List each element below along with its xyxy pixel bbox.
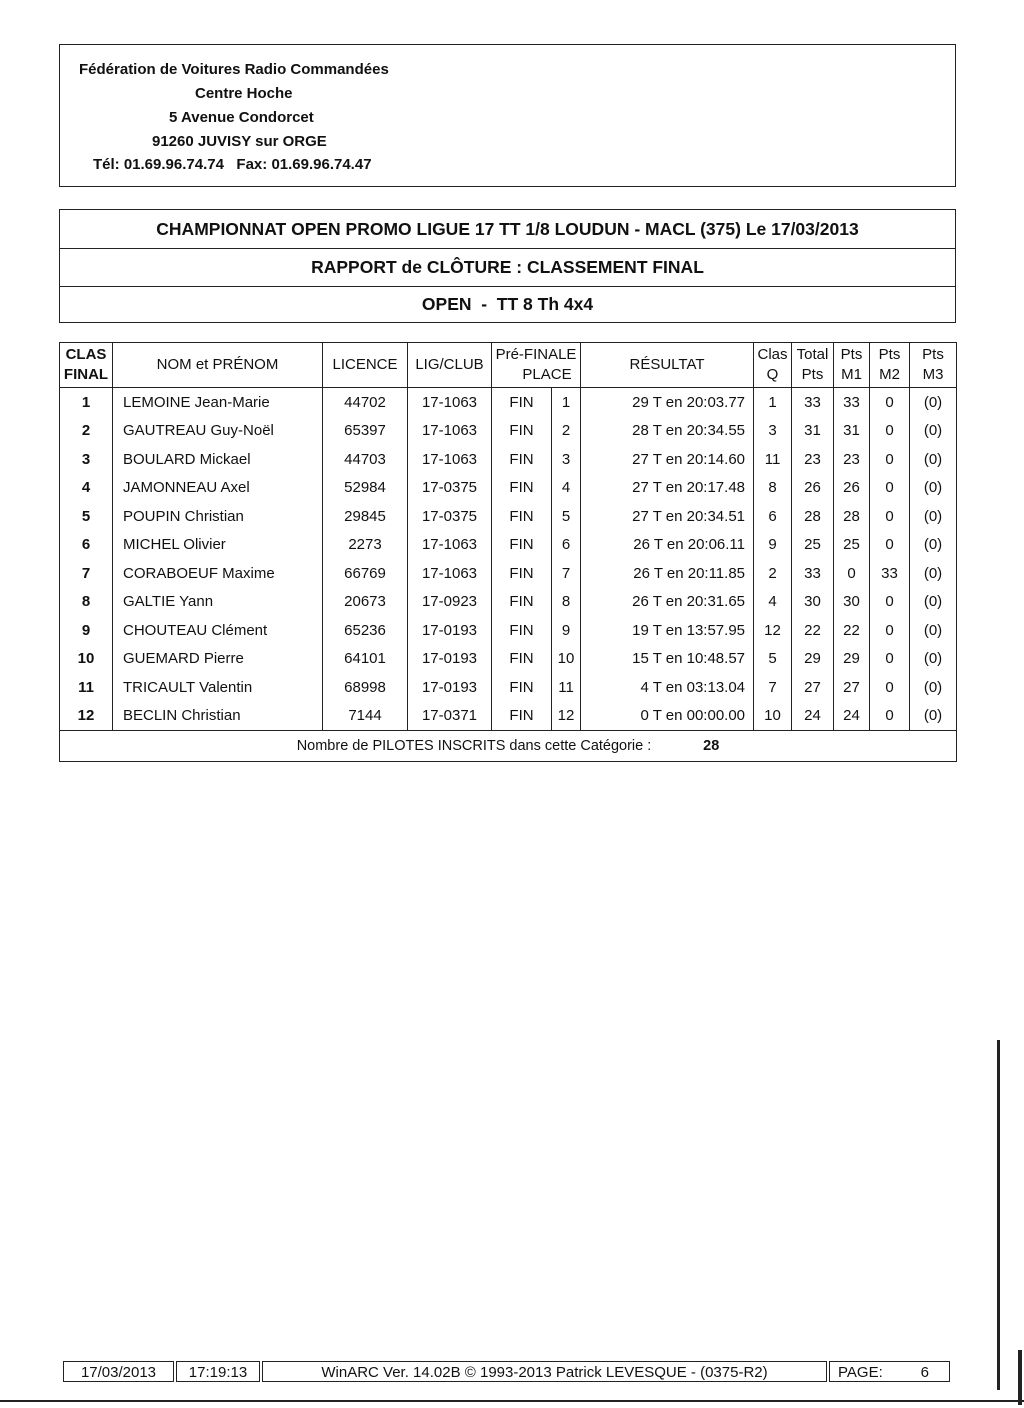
cell-m1: 31 bbox=[834, 417, 870, 446]
header-pts-m2: Pts M2 bbox=[870, 343, 910, 388]
cell-place: 8 bbox=[552, 588, 581, 617]
cell-m2: 0 bbox=[870, 445, 910, 474]
cell-place: 6 bbox=[552, 531, 581, 560]
table-row bbox=[60, 616, 957, 645]
header-total: Total Pts bbox=[792, 343, 834, 388]
cell-name: GALTIE Yann bbox=[113, 588, 323, 617]
cell-licence: 65397 bbox=[323, 417, 408, 446]
page-number: 6 bbox=[920, 1364, 929, 1381]
cell-licence: 68998 bbox=[323, 673, 408, 702]
cell-club: 17-1063 bbox=[408, 445, 492, 474]
cell-licence: 44702 bbox=[323, 388, 408, 417]
print-footer bbox=[63, 1361, 950, 1382]
header-resultat: RÉSULTAT bbox=[581, 343, 754, 388]
cell-m1: 33 bbox=[834, 388, 870, 417]
federation-header bbox=[59, 44, 956, 187]
cell-pos: 2 bbox=[60, 417, 113, 446]
header-licence: LICENCE bbox=[323, 343, 408, 388]
page-label: PAGE: bbox=[838, 1364, 883, 1381]
cell-clasq: 11 bbox=[754, 445, 792, 474]
cell-name: GUEMARD Pierre bbox=[113, 645, 323, 674]
cell-m1: 26 bbox=[834, 474, 870, 503]
scan-edge-mark bbox=[1018, 1350, 1022, 1405]
city-line: 91260 JUVISY sur ORGE bbox=[152, 133, 327, 150]
table-row bbox=[60, 417, 957, 446]
cell-total: 29 bbox=[792, 645, 834, 674]
cell-name: JAMONNEAU Axel bbox=[113, 474, 323, 503]
cell-result: 29 T en 20:03.77 bbox=[581, 388, 754, 417]
cell-m2: 0 bbox=[870, 616, 910, 645]
address-line: 5 Avenue Condorcet bbox=[169, 109, 314, 126]
cell-total: 26 bbox=[792, 474, 834, 503]
category-title: OPEN - TT 8 Th 4x4 bbox=[60, 286, 955, 323]
cell-clasq: 9 bbox=[754, 531, 792, 560]
header-pts-m3: Pts M3 bbox=[910, 343, 957, 388]
cell-m1: 27 bbox=[834, 673, 870, 702]
cell-club: 17-0371 bbox=[408, 702, 492, 731]
cell-licence: 65236 bbox=[323, 616, 408, 645]
cell-m1: 22 bbox=[834, 616, 870, 645]
cell-pre: FIN bbox=[492, 388, 552, 417]
cell-club: 17-0375 bbox=[408, 502, 492, 531]
table-row bbox=[60, 388, 957, 417]
cell-pos: 3 bbox=[60, 445, 113, 474]
cell-clasq: 10 bbox=[754, 702, 792, 731]
table-footer-row bbox=[60, 731, 957, 762]
cell-m2: 0 bbox=[870, 673, 910, 702]
cell-clasq: 12 bbox=[754, 616, 792, 645]
cell-pos: 10 bbox=[60, 645, 113, 674]
table-row bbox=[60, 559, 957, 588]
cell-name: GAUTREAU Guy-Noël bbox=[113, 417, 323, 446]
cell-result: 4 T en 03:13.04 bbox=[581, 673, 754, 702]
centre-name: Centre Hoche bbox=[195, 85, 293, 102]
header-pts-m1: Pts M1 bbox=[834, 343, 870, 388]
cell-licence: 66769 bbox=[323, 559, 408, 588]
report-title-box bbox=[59, 209, 956, 323]
cell-name: CHOUTEAU Clément bbox=[113, 616, 323, 645]
scan-bottom-edge bbox=[0, 1400, 1024, 1402]
cell-m3: (0) bbox=[910, 445, 957, 474]
cell-m3: (0) bbox=[910, 673, 957, 702]
cell-licence: 52984 bbox=[323, 474, 408, 503]
cell-m3: (0) bbox=[910, 559, 957, 588]
cell-name: CORABOEUF Maxime bbox=[113, 559, 323, 588]
report-title: RAPPORT de CLÔTURE : CLASSEMENT FINAL bbox=[60, 248, 955, 287]
software-credit: WinARC Ver. 14.02B © 1993-2013 Patrick LEVESQUE - (0375-R2) bbox=[262, 1361, 827, 1382]
cell-club: 17-1063 bbox=[408, 388, 492, 417]
cell-result: 15 T en 10:48.57 bbox=[581, 645, 754, 674]
cell-m2: 0 bbox=[870, 502, 910, 531]
cell-clasq: 4 bbox=[754, 588, 792, 617]
cell-clasq: 3 bbox=[754, 417, 792, 446]
final-ranking-table bbox=[59, 342, 957, 762]
cell-licence: 20673 bbox=[323, 588, 408, 617]
cell-pre: FIN bbox=[492, 702, 552, 731]
cell-pre: FIN bbox=[492, 531, 552, 560]
cell-place: 10 bbox=[552, 645, 581, 674]
cell-place: 11 bbox=[552, 673, 581, 702]
table-row bbox=[60, 702, 957, 731]
table-row bbox=[60, 588, 957, 617]
cell-m3: (0) bbox=[910, 645, 957, 674]
cell-result: 26 T en 20:31.65 bbox=[581, 588, 754, 617]
scan-edge-mark bbox=[997, 1040, 1000, 1390]
championship-title: CHAMPIONNAT OPEN PROMO LIGUE 17 TT 1/8 LOUDUN - MACL (375) Le 17/03/2013 bbox=[156, 219, 859, 239]
header-club: LIG/CLUB bbox=[408, 343, 492, 388]
cell-name: LEMOINE Jean-Marie bbox=[113, 388, 323, 417]
cell-club: 17-0923 bbox=[408, 588, 492, 617]
cell-m3: (0) bbox=[910, 388, 957, 417]
cell-result: 0 T en 00:00.00 bbox=[581, 702, 754, 731]
cell-pre: FIN bbox=[492, 502, 552, 531]
cell-total: 22 bbox=[792, 616, 834, 645]
cell-pre: FIN bbox=[492, 645, 552, 674]
cell-m3: (0) bbox=[910, 531, 957, 560]
cell-licence: 29845 bbox=[323, 502, 408, 531]
cell-licence: 64101 bbox=[323, 645, 408, 674]
header-prefinale: Pré-FINALE PLACE bbox=[492, 343, 581, 388]
table-row bbox=[60, 474, 957, 503]
cell-m2: 0 bbox=[870, 474, 910, 503]
cell-clasq: 7 bbox=[754, 673, 792, 702]
cell-result: 27 T en 20:17.48 bbox=[581, 474, 754, 503]
cell-m2: 0 bbox=[870, 531, 910, 560]
table-row bbox=[60, 673, 957, 702]
table-row bbox=[60, 502, 957, 531]
cell-m1: 29 bbox=[834, 645, 870, 674]
cell-club: 17-0193 bbox=[408, 616, 492, 645]
cell-place: 7 bbox=[552, 559, 581, 588]
print-time: 17:19:13 bbox=[176, 1361, 260, 1382]
cell-clasq: 6 bbox=[754, 502, 792, 531]
cell-pos: 6 bbox=[60, 531, 113, 560]
header-name: NOM et PRÉNOM bbox=[113, 343, 323, 388]
cell-pre: FIN bbox=[492, 417, 552, 446]
cell-club: 17-1063 bbox=[408, 531, 492, 560]
cell-pos: 9 bbox=[60, 616, 113, 645]
cell-m2: 0 bbox=[870, 702, 910, 731]
cell-pos: 7 bbox=[60, 559, 113, 588]
cell-place: 9 bbox=[552, 616, 581, 645]
cell-m2: 0 bbox=[870, 645, 910, 674]
table-row bbox=[60, 531, 957, 560]
cell-name: MICHEL Olivier bbox=[113, 531, 323, 560]
cell-pre: FIN bbox=[492, 474, 552, 503]
cell-m3: (0) bbox=[910, 474, 957, 503]
cell-pre: FIN bbox=[492, 616, 552, 645]
table-header-row bbox=[60, 343, 957, 388]
cell-name: TRICAULT Valentin bbox=[113, 673, 323, 702]
cell-m3: (0) bbox=[910, 702, 957, 731]
cell-pre: FIN bbox=[492, 559, 552, 588]
cell-place: 12 bbox=[552, 702, 581, 731]
cell-total: 28 bbox=[792, 502, 834, 531]
cell-result: 27 T en 20:14.60 bbox=[581, 445, 754, 474]
cell-m2: 33 bbox=[870, 559, 910, 588]
table-row bbox=[60, 645, 957, 674]
federation-name: Fédération de Voitures Radio Commandées bbox=[79, 61, 389, 78]
header-clas-final: CLAS FINAL bbox=[60, 343, 113, 388]
cell-m1: 0 bbox=[834, 559, 870, 588]
cell-name: BECLIN Christian bbox=[113, 702, 323, 731]
cell-place: 5 bbox=[552, 502, 581, 531]
cell-m1: 23 bbox=[834, 445, 870, 474]
cell-clasq: 1 bbox=[754, 388, 792, 417]
cell-place: 2 bbox=[552, 417, 581, 446]
cell-place: 1 bbox=[552, 388, 581, 417]
cell-clasq: 8 bbox=[754, 474, 792, 503]
cell-m3: (0) bbox=[910, 417, 957, 446]
registered-pilots bbox=[60, 731, 957, 762]
cell-result: 26 T en 20:11.85 bbox=[581, 559, 754, 588]
cell-club: 17-0193 bbox=[408, 673, 492, 702]
registered-pilots-label: Nombre de PILOTES INSCRITS dans cette Catégorie : bbox=[296, 738, 652, 754]
cell-m1: 24 bbox=[834, 702, 870, 731]
cell-club: 17-0375 bbox=[408, 474, 492, 503]
cell-total: 33 bbox=[792, 559, 834, 588]
cell-total: 23 bbox=[792, 445, 834, 474]
cell-pos: 1 bbox=[60, 388, 113, 417]
registered-pilots-count: 28 bbox=[703, 738, 720, 754]
cell-clasq: 2 bbox=[754, 559, 792, 588]
cell-m3: (0) bbox=[910, 616, 957, 645]
cell-total: 24 bbox=[792, 702, 834, 731]
cell-pos: 4 bbox=[60, 474, 113, 503]
cell-result: 26 T en 20:06.11 bbox=[581, 531, 754, 560]
cell-total: 25 bbox=[792, 531, 834, 560]
cell-m2: 0 bbox=[870, 388, 910, 417]
cell-licence: 7144 bbox=[323, 702, 408, 731]
cell-club: 17-1063 bbox=[408, 417, 492, 446]
table-row bbox=[60, 445, 957, 474]
page-indicator bbox=[829, 1361, 950, 1382]
header-clas-q: Clas Q bbox=[754, 343, 792, 388]
cell-m2: 0 bbox=[870, 417, 910, 446]
cell-result: 27 T en 20:34.51 bbox=[581, 502, 754, 531]
print-date: 17/03/2013 bbox=[63, 1361, 174, 1382]
cell-result: 19 T en 13:57.95 bbox=[581, 616, 754, 645]
cell-place: 4 bbox=[552, 474, 581, 503]
cell-pre: FIN bbox=[492, 588, 552, 617]
cell-pre: FIN bbox=[492, 445, 552, 474]
cell-pos: 5 bbox=[60, 502, 113, 531]
cell-m2: 0 bbox=[870, 588, 910, 617]
cell-name: POUPIN Christian bbox=[113, 502, 323, 531]
cell-pre: FIN bbox=[492, 673, 552, 702]
cell-m3: (0) bbox=[910, 588, 957, 617]
cell-pos: 8 bbox=[60, 588, 113, 617]
cell-total: 27 bbox=[792, 673, 834, 702]
cell-club: 17-0193 bbox=[408, 645, 492, 674]
cell-club: 17-1063 bbox=[408, 559, 492, 588]
cell-pos: 11 bbox=[60, 673, 113, 702]
cell-result: 28 T en 20:34.55 bbox=[581, 417, 754, 446]
cell-total: 31 bbox=[792, 417, 834, 446]
cell-pos: 12 bbox=[60, 702, 113, 731]
cell-total: 30 bbox=[792, 588, 834, 617]
cell-name: BOULARD Mickael bbox=[113, 445, 323, 474]
cell-m1: 28 bbox=[834, 502, 870, 531]
cell-clasq: 5 bbox=[754, 645, 792, 674]
cell-licence: 44703 bbox=[323, 445, 408, 474]
cell-m1: 30 bbox=[834, 588, 870, 617]
cell-place: 3 bbox=[552, 445, 581, 474]
cell-total: 33 bbox=[792, 388, 834, 417]
cell-m1: 25 bbox=[834, 531, 870, 560]
contact-line: Tél: 01.69.96.74.74 Fax: 01.69.96.74.47 bbox=[93, 156, 372, 173]
cell-licence: 2273 bbox=[323, 531, 408, 560]
cell-m3: (0) bbox=[910, 502, 957, 531]
